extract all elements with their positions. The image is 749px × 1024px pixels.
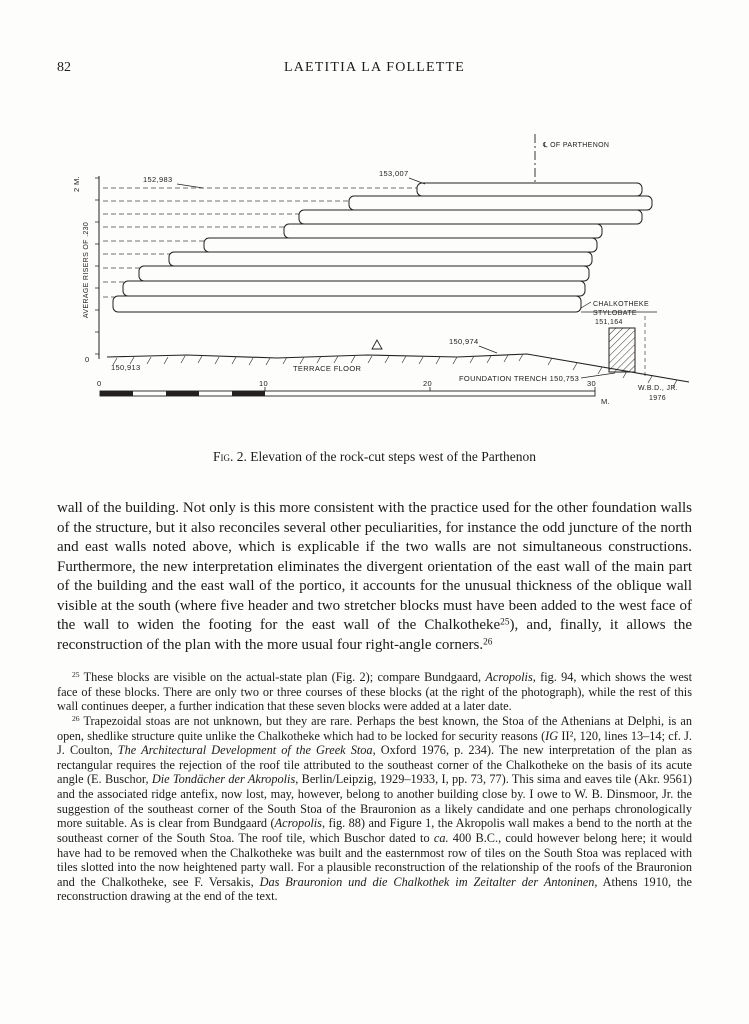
chalkotheke-stylobate (581, 301, 657, 378)
scale-label-30: 30 (587, 379, 597, 388)
footnote-25: $^{25}$ These blocks are visible on the actual-state plan (Fig. 2); compare Bundgaard, Acropolis, fig. 94, which shows the west face of these blocks. There are only two or three courses of these blocks (at the right of the photograph), while the rest of this wall continues deeper, a further indication that these seven blocks were added at a later date. (57, 670, 692, 714)
terrace-floor (107, 337, 689, 387)
step-1 (417, 183, 642, 196)
step-2 (349, 196, 652, 210)
label-chalkotheke: CHALKOTHEKE (593, 301, 649, 308)
scale-ticks (95, 178, 99, 354)
step-6 (169, 252, 592, 266)
scale-label-10: 10 (259, 379, 269, 388)
stylobate-block (609, 328, 635, 372)
label-elev-150913: 150,913 (111, 363, 141, 372)
label-axis-zero: 0 (85, 355, 90, 364)
label-terrace-floor: TERRACE FLOOR (293, 364, 362, 373)
running-header-author: LAETITIA LA FOLLETTE (283, 60, 466, 75)
label-elev-152983: 152,983 (143, 175, 173, 184)
scale-bar (97, 379, 610, 406)
page-number: 82 (57, 60, 71, 75)
figure-elevation (57, 130, 692, 423)
step-7 (139, 266, 589, 281)
credit-initials: W.B.D., JR. (638, 385, 679, 392)
label-axis-top: 2 M. (72, 176, 81, 192)
datum-triangle (372, 340, 382, 349)
rock-cut-steps (113, 183, 652, 312)
figure-caption (57, 449, 692, 465)
running-head (57, 60, 692, 80)
label-elev-150974: 150,974 (449, 337, 479, 346)
step-4 (284, 224, 602, 238)
drawing-credit (638, 385, 678, 402)
label-centerline: ℄ OF PARTHENON (543, 142, 610, 149)
figure-caption-text: Elevation of the rock-cut steps west of the Parthenon (246, 449, 536, 464)
label-average-risers: AVERAGE RISERS OF .230 (83, 221, 90, 319)
step-3 (299, 210, 642, 224)
elevation-labels (143, 169, 425, 188)
step-9 (113, 296, 581, 312)
label-elev-153007: 153,007 (379, 169, 409, 178)
scale-label-0: 0 (97, 379, 102, 388)
credit-year: 1976 (649, 395, 666, 402)
step-8 (123, 281, 585, 296)
footnotes-section (57, 670, 692, 904)
scale-label-20: 20 (423, 379, 433, 388)
step-5 (204, 238, 597, 252)
figure-caption-label: Fig. 2. (213, 449, 247, 464)
label-stylobate: STYLOBATE (593, 310, 637, 317)
label-elev-151164: 151,164 (595, 319, 623, 326)
body-paragraph: wall of the building. Not only is this more consistent with the practice used for the other foundation walls of the structure, but it also reconciles several other peculiarities, for instance the odd juncture of the north and east walls noted above, which is explicable if the two walls are not simultaneous constructions. Furthermore, the new interpretation eliminates the divergent orientation of the east wall of the main part of the building and the east wall of the portico, it accounts for the unusual thickness of the oblique wall visible at the south (where five header and two stretcher blocks must have been added to the west face of the wall to widen the footing for the east wall of the Chalkotheke$^{25}$), and, finally, it allows the reconstruction of the plan with the more usual four right-angle corners.$^{26}$ (57, 500, 692, 653)
footnote-26: $^{26}$ Trapezoidal stoas are not unknown, but they are rare. Perhaps the best known, the Stoa of the Athenians at Delphi, is an open, shedlike structure quite unlike the Chalkotheke which had to be locked for security reasons (IG II², 120, lines 13–14; cf. J. J. Coulton, The Architectural Development of the Greek Stoa, Oxford 1976, p. 234). The new interpretation of the plan as rectangular requires the rejection of the roof tile attributed to the southeast corner of the Chalkotheke on the basis of its acute angle (E. Buschor, Die Tondächer der Akropolis, Berlin/Leipzig, 1929–1933, I, pp. 73, 77). This sima and eaves tile (Akr. 9561) and the associated ridge antefix, now lost, may, however, belong to another building close by. I owe to W. B. Dinsmoor, Jr. the suggestion of the southeast corner of the South Stoa of the Brauronion as a likely candidate and one perhaps chronologically more suitable. As is clear from Bundgaard (Acropolis, fig. 88) and Figure 1, the Akropolis wall makes a bend to the north at the southeast corner of the South Stoa. The roof tile, which Buschor dated to ca. 400 B.C., could however belong here; it would have had to be removed when the Chalkotheke was built and the easternmost row of tiles on the South Stoa was replaced with tiles slotted into the now heightened party wall. For a plausible reconstruction of the relationship of the roofs of the Brauronion and the Chalkotheke, see F. Versakis, Das Brauronion und die Chalkothek im Zeitalter der Antoninen, Athens 1910, the reconstruction drawing at the end of the text. (57, 713, 693, 904)
scale-unit-label: M. (601, 397, 611, 406)
label-foundation-trench: FOUNDATION TRENCH 150,753 (459, 374, 580, 383)
elevation-drawing (57, 130, 702, 418)
vertical-scale (72, 176, 99, 364)
